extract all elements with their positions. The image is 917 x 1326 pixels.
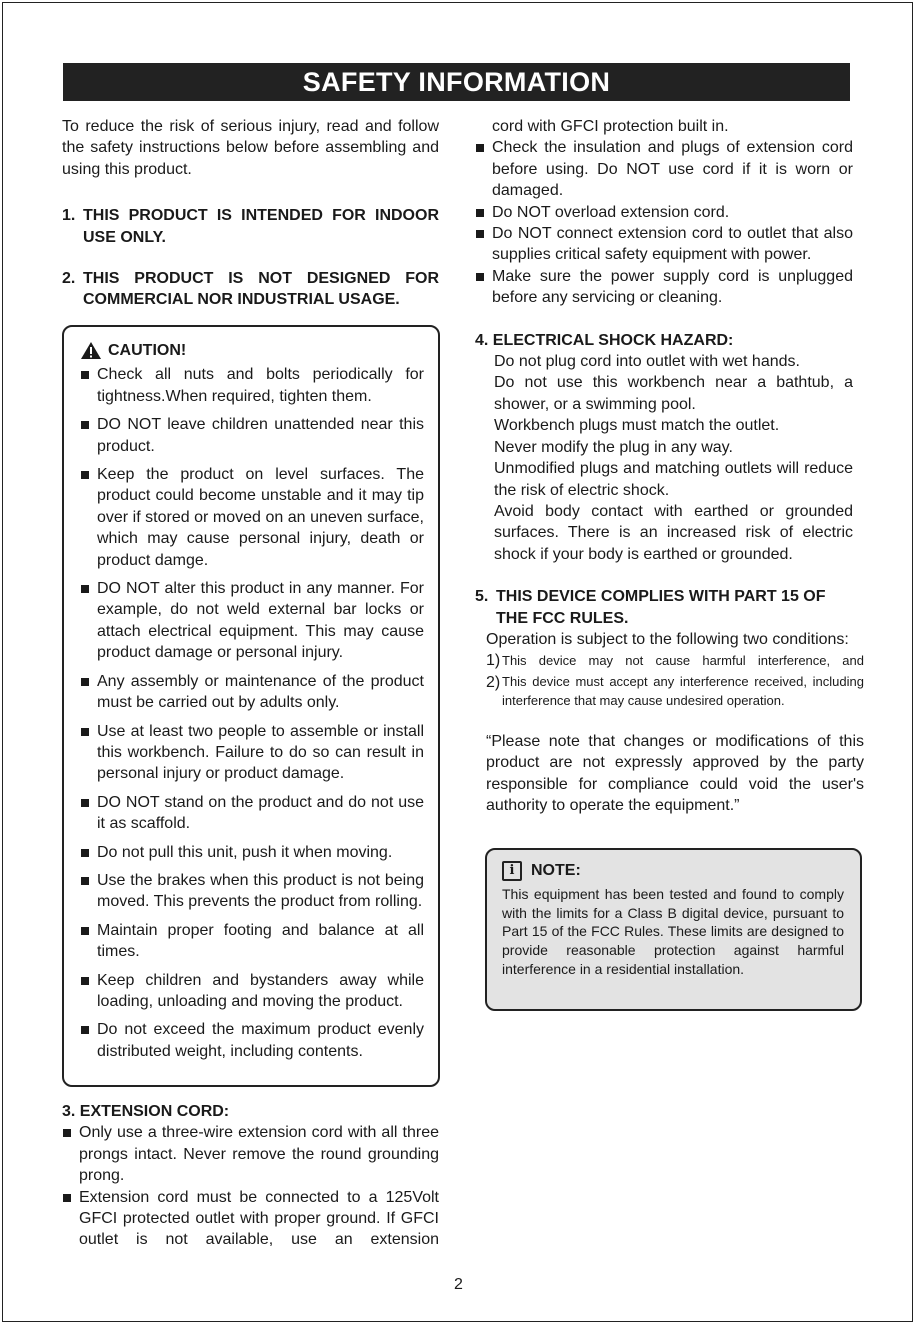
caution-bullet (80, 970, 424, 1013)
item-1-text: THIS PRODUCT IS INTENDED FOR INDOOR USE ONLY. (83, 207, 439, 246)
caution-bullet (80, 414, 424, 457)
caution-bullet (80, 1019, 424, 1062)
bullet-square-icon (475, 137, 492, 201)
bullet-square-icon (80, 578, 97, 664)
extension-bullet (62, 1122, 439, 1186)
page-number: 2 (454, 1276, 463, 1293)
fcc-condition-number: 1) (486, 652, 501, 670)
bullet-square-icon (80, 464, 97, 571)
fcc-heading (475, 586, 853, 629)
extension-section (62, 1101, 439, 1251)
note-text: This equipment has been tested and found to comply with the limits for a Class B digital device, pursuant to Part 15 of the FCC Rules. These limits are designed to provide reasonable protection against harmful interference in a residential installation. (502, 886, 844, 977)
bullet-square-icon (80, 870, 97, 913)
caution-bullet (80, 870, 424, 913)
caution-bullet-text: Use at least two people to assemble or install this workbench. Failure to do so can result in personal injury or product damage. (97, 722, 424, 783)
bullet-square-icon (475, 266, 492, 309)
bullet-square-icon (475, 202, 492, 223)
bullet-square-icon (80, 792, 97, 835)
bullet-square-icon (80, 920, 97, 963)
caution-bullet (80, 364, 424, 407)
note-box (485, 848, 862, 1011)
bullet-square-icon (80, 414, 97, 457)
caution-bullet-text: DO NOT stand on the product and do not use it as scaffold. (97, 793, 424, 833)
shock-line: Workbench plugs must match the outlet. (494, 417, 780, 435)
page-title: SAFETY INFORMATION (63, 63, 850, 101)
bullet-square-icon (62, 1187, 79, 1251)
extension-bullet-text: Do NOT connect extension cord to outlet that also supplies critical safety equipment with power. (492, 225, 853, 264)
shock-line: Do not use this workbench near a bathtub, a shower, or a swimming pool. (494, 374, 853, 413)
fcc-number: 5. (475, 588, 489, 606)
caution-bullet-text: Keep children and bystanders away while loading, unloading and moving the product. (97, 971, 424, 1010)
caution-bullet (80, 464, 424, 571)
caution-bullet-text: Keep the product on level surfaces. The product could become unstable and it may tip over if stored or moved on an uneven surface, which may cause personal injury, death or product damge. (97, 466, 424, 569)
item-2-text: THIS PRODUCT IS NOT DESIGNED FOR COMMERCIAL NOR INDUSTRIAL USAGE. (83, 270, 439, 309)
caution-bullet-text: Check all nuts and bolts periodically for tightness.When required, tighten them. (97, 366, 424, 405)
fcc-condition-text: This device must accept any interference received, including interference that may cause undesired operation. (502, 673, 864, 708)
caution-bullet-text: DO NOT alter this product in any manner. For example, do not weld external bar locks or attach electrical equipment. This may cause product damage or personal injury. (97, 580, 424, 662)
bullet-square-icon (80, 970, 97, 1013)
bullet-square-icon (80, 842, 97, 863)
caution-bullet-text: Any assembly or maintenance of the product must be carried out by adults only. (97, 672, 424, 712)
bullet-square-icon (80, 721, 97, 785)
caution-bullet (80, 842, 424, 863)
note-title: NOTE: (531, 861, 581, 879)
left-column (62, 116, 439, 311)
extension-bullet (475, 266, 853, 309)
bullet-square-icon (80, 671, 97, 714)
caution-bullet-text: Use the brakes when this product is not being moved. This prevents the product from rolling. (97, 871, 424, 911)
caution-bullet-text: DO NOT leave children unattended near this product. (97, 416, 424, 455)
fcc-quote: “Please note that changes or modifications of this product are not expressly approved by the party responsible for compliance could void the user's authority to operate the equipment.” (486, 732, 864, 814)
fcc-intro: Operation is subject to the following two conditions: (486, 630, 849, 648)
extension-bullet-text: Extension cord must be connected to a 125Volt GFCI protected outlet with proper ground. If GFCI outlet is not available, use an extension (79, 1188, 439, 1249)
fcc-condition-2 (486, 672, 864, 710)
warning-triangle-icon (80, 341, 102, 360)
intro-paragraph: To reduce the risk of serious injury, read and follow the safety instructions below before assembling and using this product. (62, 118, 439, 178)
shock-line: Avoid body contact with earthed or grounded surfaces. There is an increased risk of electric shock if your body is earthed or grounded. (494, 502, 853, 563)
fcc-condition-1 (486, 650, 864, 671)
caution-bullet (80, 792, 424, 835)
caution-title: CAUTION! (108, 342, 187, 359)
extension-bullet-text: Make sure the power supply cord is unplugged before any servicing or cleaning. (492, 267, 853, 307)
fcc-condition-text: This device may not cause harmful interference, and (502, 653, 864, 669)
item-2-number: 2. (62, 270, 76, 288)
bullet-square-icon (80, 364, 97, 407)
fcc-title: THIS DEVICE COMPLIES WITH PART 15 OF THE FCC RULES. (496, 588, 826, 627)
extension-bullet-text: Check the insulation and plugs of extension cord before using. Do NOT use cord if it is worn or damaged. (492, 139, 853, 200)
shock-line: Unmodified plugs and matching outlets will reduce the risk of electric shock. (494, 460, 853, 499)
bullet-square-icon (80, 1019, 97, 1062)
extension-bullet (475, 137, 853, 201)
caution-box (62, 325, 440, 1087)
note-header (502, 861, 844, 881)
extension-continuation: cord with GFCI protection built in. (492, 118, 729, 135)
caution-bullet-text: Maintain proper footing and balance at all times. (97, 921, 424, 961)
extension-title: 3. EXTENSION CORD: (62, 1103, 230, 1120)
shock-line: Never modify the plug in any way. (494, 438, 733, 456)
caution-bullet (80, 920, 424, 963)
bullet-square-icon (62, 1122, 79, 1186)
caution-bullet-text: Do not pull this unit, push it when moving. (97, 843, 393, 861)
bullet-square-icon (475, 223, 492, 266)
item-1-number: 1. (62, 207, 76, 225)
caution-bullet (80, 578, 424, 664)
fcc-condition-number: 2) (486, 673, 501, 691)
extension-bullet (475, 202, 853, 223)
shock-line: Do not plug cord into outlet with wet hands. (494, 353, 800, 371)
extension-bullet (62, 1187, 439, 1251)
caution-bullet (80, 671, 424, 714)
info-icon: i (502, 861, 522, 881)
caution-bullet-text: Do not exceed the maximum product evenly distributed weight, including contents. (97, 1021, 424, 1060)
extension-bullet-text: Do NOT overload extension cord. (492, 203, 730, 221)
item-1 (62, 205, 439, 248)
extension-bullet-text: Only use a three-wire extension cord with all three prongs intact. Never remove the round grounding prong. (79, 1124, 439, 1185)
caution-header (80, 340, 424, 361)
shock-title: 4. ELECTRICAL SHOCK HAZARD: (475, 331, 734, 349)
caution-bullet (80, 721, 424, 785)
right-column (475, 116, 864, 816)
extension-bullet (475, 223, 853, 266)
item-2 (62, 268, 439, 311)
